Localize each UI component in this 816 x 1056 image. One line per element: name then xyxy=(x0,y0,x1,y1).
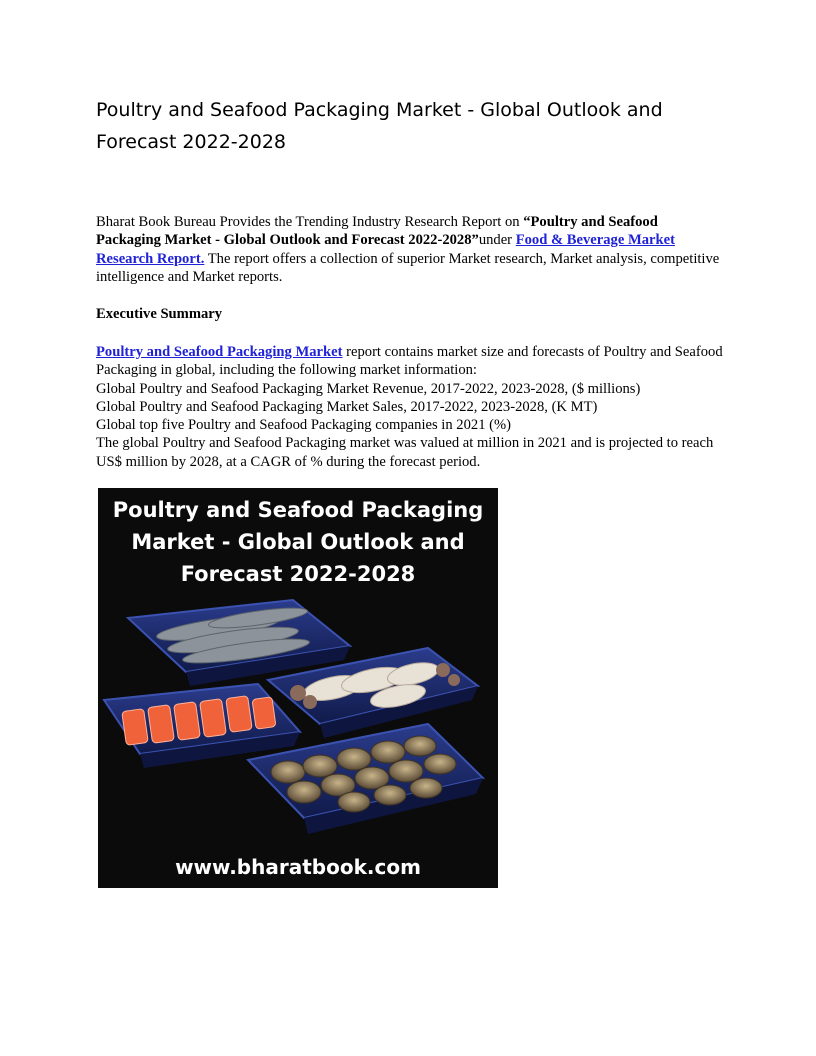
intro-paragraph xyxy=(96,213,726,286)
summary-line-revenue: Global Poultry and Seafood Packaging Market Revenue, 2017-2022, 2023-2028, ($ millions) xyxy=(96,380,641,397)
banner-title-line: Forecast 2022-2028 xyxy=(180,562,416,586)
banner-title xyxy=(98,494,498,590)
banner-title-line: Poultry and Seafood Packaging xyxy=(112,498,484,522)
summary-line-top-companies: Global top five Poultry and Seafood Packaging companies in 2021 (%) xyxy=(96,417,512,434)
intro-under-text: under xyxy=(478,232,516,249)
intro-trailing-text: The report offers a collection of superior Market research, Market analysis, competitive intelligence and Market reports. xyxy=(96,250,720,285)
banner-title-line: Market - Global Outlook and xyxy=(131,530,465,554)
executive-summary-body xyxy=(96,343,726,471)
report-banner-image xyxy=(98,488,498,888)
intro-lead-text: Bharat Book Bureau Provides the Trending Industry Research Report on xyxy=(96,214,524,230)
banner-website-url: www.bharatbook.com xyxy=(175,855,421,879)
summary-intro xyxy=(96,344,723,378)
category-report-link[interactable]: Food & Beverage Market Research Report. xyxy=(96,232,675,267)
market-report-link[interactable]: Poultry and Seafood Packaging Market xyxy=(96,344,343,360)
summary-lead-text: report contains market size and forecasts of Poultry and Seafood Packaging in global, including the following market information: xyxy=(96,344,723,379)
executive-summary-heading: Executive Summary xyxy=(96,306,223,322)
summary-line-market-value: The global Poultry and Seafood Packaging market was valued at million in 2021 and is projected to reach US$ million by 2028, at a CAGR of % during the forecast period. xyxy=(96,435,714,470)
report-name: “Poultry and Seafood Packaging Market - Global Outlook and Forecast 2022-2028” xyxy=(96,214,658,249)
summary-line-sales: Global Poultry and Seafood Packaging Market Sales, 2017-2022, 2023-2028, (K MT) xyxy=(96,398,598,415)
document-title: Poultry and Seafood Packaging Market - Global Outlook and Forecast 2022-2028 xyxy=(96,99,663,153)
